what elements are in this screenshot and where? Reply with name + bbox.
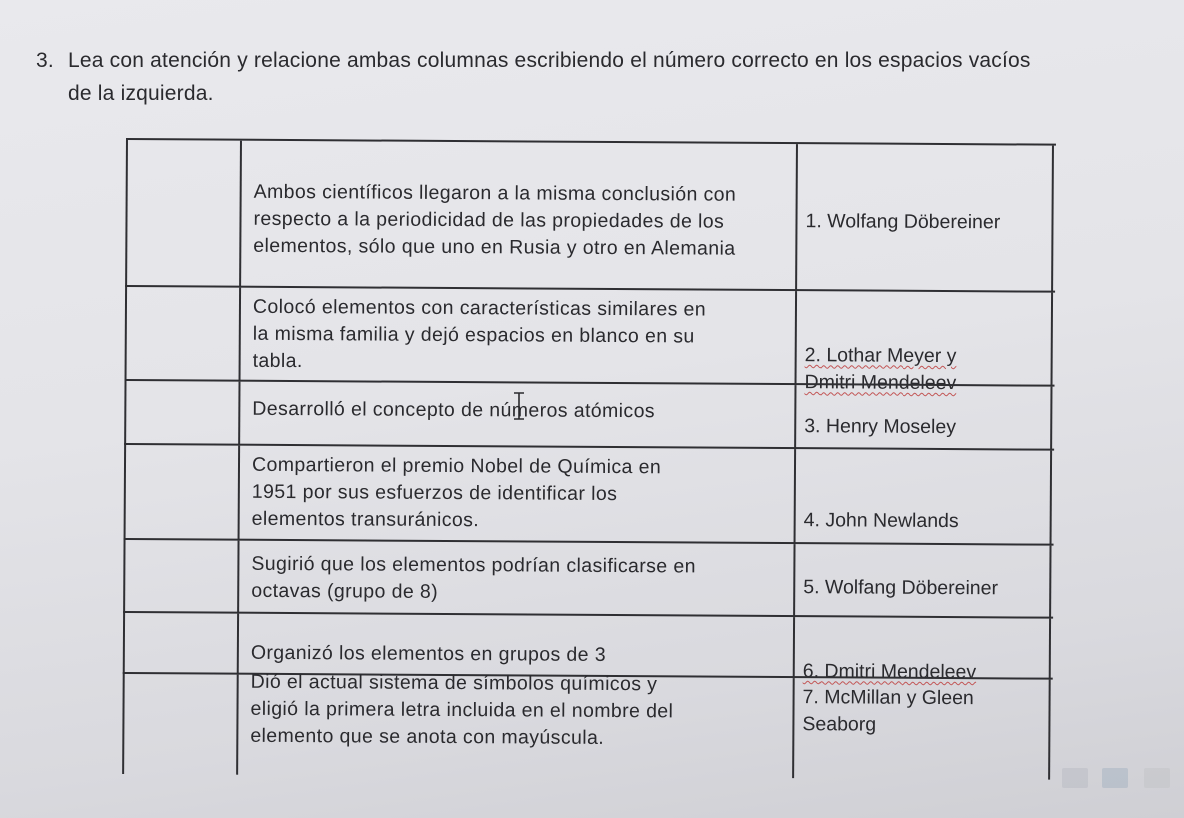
answer-blank[interactable] <box>125 140 242 288</box>
table-border-right <box>1048 680 1051 780</box>
table-row <box>123 538 1053 619</box>
option-text: 6. Dmitri Mendeleev <box>802 660 977 684</box>
column-divider <box>237 541 239 614</box>
question-prompt <box>36 44 1166 110</box>
table-border-right <box>1050 293 1053 387</box>
answer-blank[interactable] <box>124 445 241 541</box>
taskbar-app-icon[interactable] <box>1062 768 1088 788</box>
column-divider <box>238 382 240 446</box>
taskbar <box>1058 768 1178 788</box>
column-divider <box>239 141 242 288</box>
table-border-right <box>1050 387 1052 451</box>
answer-blank[interactable] <box>122 674 239 775</box>
matching-table <box>122 138 1056 782</box>
description-cell: Desarrolló el concepto de números atómicos <box>252 397 656 423</box>
column-divider <box>794 385 796 449</box>
column-divider <box>792 678 795 778</box>
column-divider <box>239 288 242 382</box>
description-cell: Dió el actual sistema de símbolos químicos y eligió la primera letra incluida en el nombre del elemento que se anota con mayúscula. <box>250 670 674 749</box>
taskbar-app-icon[interactable] <box>1144 768 1170 788</box>
text-cursor-icon <box>512 392 526 420</box>
table-row <box>125 285 1056 395</box>
taskbar-app-icon[interactable] <box>1102 768 1128 788</box>
table-border-right <box>1051 146 1054 293</box>
option-cell: 1. Wolfang Döbereiner <box>805 210 1001 234</box>
table-row <box>124 379 1054 451</box>
question-text-line1: Lea con atención y relacione ambas columnas escribiendo el número correcto en los espacios vacíos <box>68 49 1031 72</box>
table-row <box>125 138 1056 293</box>
table-row <box>124 443 1055 546</box>
description-cell: Compartieron el premio Nobel de Química en 1951 por sus esfuerzos de identificar los elementos transuránicos. <box>251 453 662 532</box>
table-row <box>122 672 1053 780</box>
column-divider <box>238 446 241 541</box>
answer-blank[interactable] <box>123 613 239 675</box>
answer-blank[interactable] <box>123 540 239 614</box>
column-divider <box>793 617 795 678</box>
question-number: 3. <box>36 49 54 72</box>
description-cell: Organizó los elementos en grupos de 3 <box>250 641 607 666</box>
description-cell: Colocó elementos con características similares en la misma familia y dejó espacios en blanco en su tabla. <box>252 295 707 373</box>
option-cell: 4. John Newlands <box>803 509 959 533</box>
option-cell: 7. McMillan y Gleen Seaborg <box>802 686 974 736</box>
option-cell: 5. Wolfang Döbereiner <box>803 576 999 600</box>
answer-blank[interactable] <box>125 287 242 382</box>
table-border-right <box>1049 546 1051 619</box>
table-border-right <box>1050 451 1053 546</box>
description-cell: Ambos científicos llegaron a la misma conclusión con respecto a la periodicidad de las propiedades de los elementos, sólo que uno en Rusia y otro en Alemania <box>253 180 737 260</box>
answer-blank[interactable] <box>124 381 240 446</box>
table-border-right <box>1049 619 1051 680</box>
option-cell: 3. Henry Moseley <box>804 415 957 439</box>
column-divider <box>236 675 239 775</box>
description-cell: Sugirió que los elementos podrían clasificarse en octavas (grupo de 8) <box>251 552 696 603</box>
column-divider <box>237 614 239 675</box>
option-text: 2. Lothar Meyer y Dmitri Mendeleev <box>804 344 957 395</box>
question-text-line2: de la izquierda. <box>68 82 214 105</box>
